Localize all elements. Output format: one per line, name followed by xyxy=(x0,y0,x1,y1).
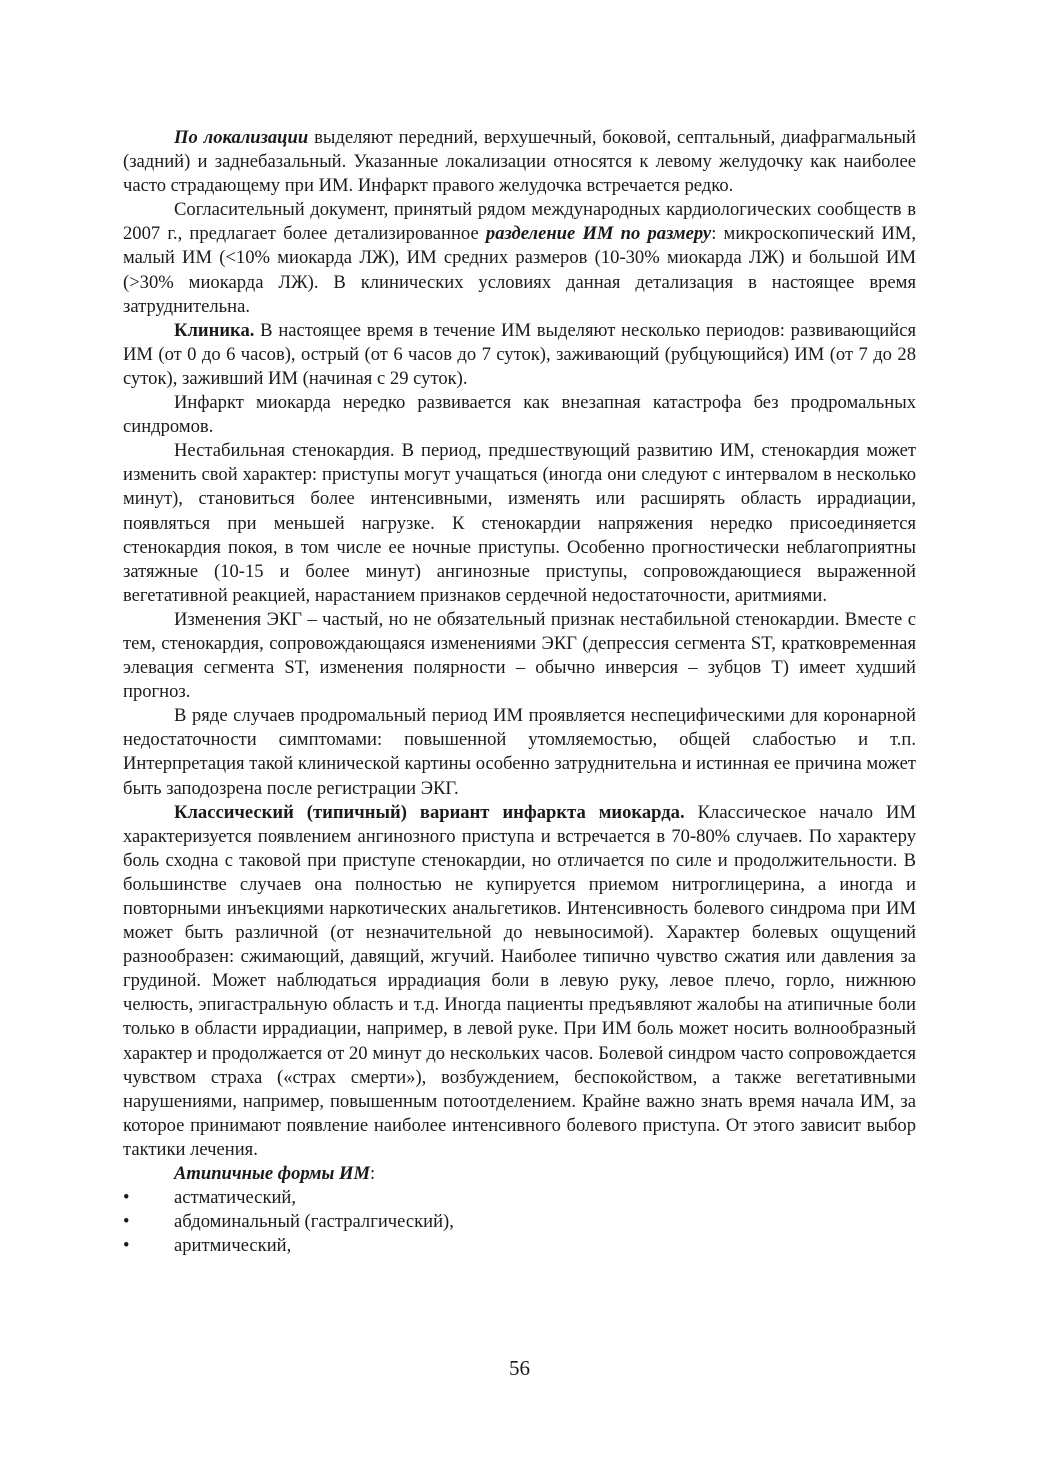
heading-clinic: Клиника. xyxy=(174,319,255,341)
paragraph-text: В настоящее время в течение ИМ выделяют несколько периодов: развивающийся ИМ (от 0 до 6 часов), острый (от 6 часов до 7 суток), заживающий (рубцующийся) ИМ (от 7 до 28 суток), заживший ИМ (начиная с 29 суток). xyxy=(123,319,916,389)
heading-classic-variant: Классический (типичный) вариант инфаркта миокарда. xyxy=(174,801,685,823)
paragraph-text: Согласительный документ, принятый рядом международных кардиологических сообществ в 2007 г., предлагает более детализированное xyxy=(123,199,916,245)
bullet-icon: • xyxy=(123,1211,130,1233)
list-item-text: аритмический, xyxy=(174,1235,292,1257)
bullet-icon: • xyxy=(123,1235,130,1257)
paragraph-text: Классическое начало ИМ характеризуется появлением ангинозного приступа и встречается в 70-80% случаев. По характеру боль сходна с таковой при приступе стенокардии, но отличается по силе и продолжительности. В большинстве случаев она полностью не купируется приемом нитроглицерина, а иногда и повторными инъекциями наркотических анальгетиков. Интенсивность болевого синдрома при ИМ может быть различной (от незначительной до невыносимой). Характер болевых ощущений разнообразен: сжимающий, давящий, жгучий. Наиболее типично чувство сжатия или давления за грудиной. Может наблюдаться иррадиация боли в левую руку, левое плечо, горло, нижнюю челюсть, эпигастральную область и т.д. Иногда пациенты предъявляют жалобы на атипичные боли только в области иррадиации, например, в левой руке. При ИМ боль может носить волнообразный характер и продолжается от 20 минут до нескольких часов. Болевой синдром часто сопровождается чувством страха («страх смерти»), возбуждением, беспокойством, а также вегетативными нарушениями, например, повышенным потоотделением. Крайне важно знать время начала ИМ, за которое принимают появление наиболее интенсивного болевого приступа. От этого зависит выбор тактики лечения. xyxy=(123,801,916,1160)
bullet-icon: • xyxy=(123,1187,130,1209)
page-number: 56 xyxy=(509,1356,530,1380)
paragraph-atypical-forms xyxy=(123,1162,916,1186)
paragraph-prodromal: В ряде случаев продромальный период ИМ проявляется неспецифическими для коронарной недостаточности симптомами: повышенной утомляемостью, общей слабостью и т.п. Интерпретация такой клинической картины особенно затруднительна и истинная ее причина может быть заподозрена после регистрации ЭКГ. xyxy=(123,705,916,799)
paragraph-classic-variant xyxy=(123,801,916,1162)
paragraph-clinic xyxy=(123,319,916,391)
list-item xyxy=(123,1210,916,1234)
paragraph-size-classification xyxy=(123,198,916,318)
list-item xyxy=(123,1234,916,1258)
paragraph-text: : xyxy=(370,1163,376,1185)
list-item-text: абдоминальный (гастралгический), xyxy=(174,1211,454,1233)
page-body xyxy=(123,126,916,1258)
heading-atypical-forms: Атипичные формы ИМ xyxy=(174,1163,371,1185)
list-item xyxy=(123,1186,916,1210)
list-item-text: астматический, xyxy=(174,1187,297,1209)
heading-localization: По локализации xyxy=(174,127,309,148)
paragraph-ecg-changes: Изменения ЭКГ – частый, но не обязательный признак нестабильной стенокардии. Вместе с тем, стенокардия, сопровождающаяся изменениями ЭКГ (депрессия сегмента ST, кратковременная элевация сегмента ST, изменения полярности – обычно инверсия – зубцов Т) имеет худший прогноз. xyxy=(123,608,916,703)
atypical-forms-list xyxy=(123,1186,916,1258)
paragraph-sudden-onset: Инфаркт миокарда нередко развивается как внезапная катастрофа без продромальных синдромов. xyxy=(123,392,916,438)
paragraph-localization xyxy=(123,126,916,198)
paragraph-text: : микроскопический ИМ, малый ИМ (<10% миокарда ЛЖ), ИМ средних размеров (10-30% миокарда ЛЖ) и большой ИМ (>30% миокарда ЛЖ). В клинических условиях данная детализация в настоящее время затруднительна. xyxy=(123,223,916,317)
emphasis-size-division: разделение ИМ по размеру xyxy=(485,223,712,245)
paragraph-text: выделяют передний, верхушечный, боковой, септальный, диафрагмальный (задний) и заднебазальный. Указанные локализации относятся к левому желудочку как наиболее часто страдающему при ИМ. Инфаркт правого желудочка встречается редко. xyxy=(123,127,916,197)
paragraph-unstable-angina: Нестабильная стенокардия. В период, предшествующий развитию ИМ, стенокардия может изменить свой характер: приступы могут учащаться (иногда они следуют с интервалом в несколько минут), становиться более интенсивными, изменять или расширять область иррадиации, появляться при меньшей нагрузке. К стенокардии напряжения нередко присоединяется стенокардия покоя, в том числе ее ночные приступы. Особенно прогностически неблагоприятны затяжные (10-15 и более минут) ангинозные приступы, сопровождающиеся выраженной вегетативной реакцией, нарастанием признаков сердечной недостаточности, аритмиями. xyxy=(123,440,916,606)
